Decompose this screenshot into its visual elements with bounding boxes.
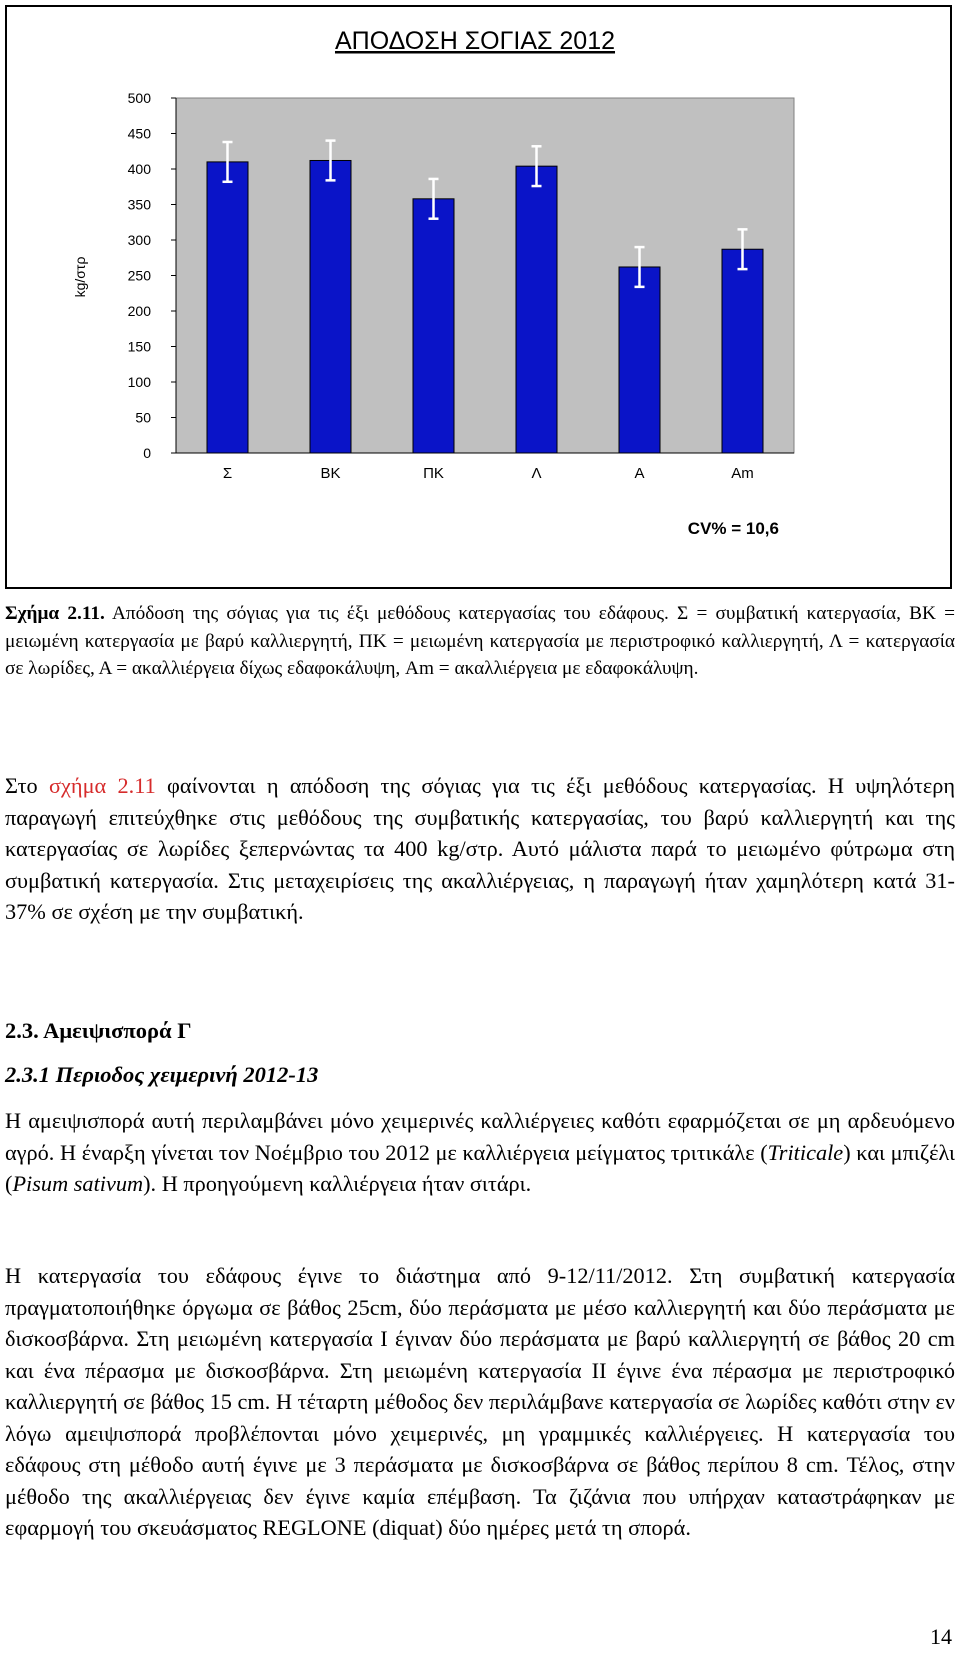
para1-start: Στο: [5, 773, 49, 798]
para1-rest: φαίνονται η απόδοση της σόγιας για τις έξι μεθόδους κατεργασίας. Η υψηλότερη παραγωγή επιτεύχθηκε στις μεθόδους της συμβατικής κατεργασίας, του βαρύ καλλιεργητή και της κατεργασίας σε λωρίδες ξεπερνώντας τα 400 kg/στρ. Αυτό μάλιστα παρά το μειωμένο φύτρωμα στη συμβατική κατεργασία. Στις μεταχειρίσεις της ακαλλιέργειας, η παραγωγή ήταν χαμηλότερη κατά 31-37% σε σχέση με την συμβατική.: [5, 773, 955, 924]
para2-text-b: ) και μπιζέλι (: [5, 1139, 955, 1196]
x-tick-label: Α: [634, 465, 645, 482]
x-tick-label: Λ: [531, 465, 542, 482]
bar: [207, 162, 248, 453]
y-tick-label: 250: [127, 267, 151, 284]
y-tick-label: 150: [127, 338, 151, 355]
cv-annotation: CV% = 10,6: [687, 519, 779, 538]
x-tick-label: ΒΚ: [320, 465, 341, 482]
page-number: 14: [930, 1624, 952, 1649]
chart-title: ΑΠΟΔΟΣΗ ΣΟΓΙΑΣ 2012: [334, 27, 616, 55]
y-tick-label: 350: [127, 196, 151, 213]
caption-text: Απόδοση της σόγιας για τις έξι μεθόδους κατεργασίας του εδάφους. Σ = συμβατική κατεργασία, ΒΚ = μειωμένη κατεργασία με βαρύ καλλιεργητή, ΠΚ = μειωμένη κατεργασία με περιστροφικό καλλιεργητή, Λ = κατεργασία σε λωρίδες, Α = ακαλλιέργεια δίχως εδαφοκάλυψη, Am = ακαλλιέργεια με εδαφοκάλυψη.: [5, 603, 955, 679]
y-tick-label: 200: [127, 303, 151, 319]
paragraph-3: Η κατεργασία του εδάφους έγινε το διάστημα από 9-12/11/2012. Στη συμβατική κατεργασία πραγματοποιήθηκε όργωμα σε βάθος 25cm, δύο περάσματα με μέσο καλλιεργητή και δύο περάσματα με δισκοσβάρνα. Στη μειωμένη κατεργασία Ι έγιναν δύο περάσματα με βαρύ καλλιεργητή σε βάθος 20 cm και ένα πέρασμα με δισκοσβάρνα. Στη μειωμένη κατεργασία ΙΙ έγινε ένα πέρασμα με περιστροφικό καλλιεργητή σε βάθος 15 cm. Η τέταρτη μέθοδος δεν περιλάμβανε κατεργασία σε λωρίδες καθότι στην εν λόγω αμειψισπορά προβλέπονται μόνο χειμερινές, μη γραμμικές καλλιέργειες. Η κατεργασία του εδάφους στη μέθοδο αυτή έγινε με 3 περάσματα με δισκοσβάρνα σε βάθος περίπου 8 cm. Τέλος, στην μέθοδο της ακαλλιέργειας δεν έγινε καμία επέμβαση. Τα ζιζάνια που υπήρχαν καταστράφηκαν με εφαρμογή του σκευάσματος REGLONE (diquat) δύο ημέρες μετά τη σπορά.: [5, 1263, 955, 1540]
y-tick-label: 50: [135, 409, 151, 426]
y-tick-label: 0: [143, 445, 151, 461]
figure-caption: [5, 600, 955, 683]
subsection-heading: 2.3.1 Περιοδος χειμερινή 2012-13: [5, 1062, 319, 1087]
y-tick-label: 100: [127, 374, 151, 390]
y-tick-label: 300: [127, 232, 151, 248]
bar: [516, 166, 557, 453]
x-tick-label: Σ: [222, 465, 233, 482]
bar: [310, 160, 351, 453]
y-tick-label: 450: [127, 125, 151, 142]
paragraph-1: [5, 770, 955, 928]
plot-area: [176, 98, 794, 453]
figure-link[interactable]: σχήμα 2.11: [49, 773, 156, 798]
bar: [413, 199, 454, 453]
y-tick-label: 400: [127, 161, 151, 177]
chart-container: [5, 5, 952, 589]
para2-text-c: ). Η προηγούμενη καλλιέργεια ήταν σιτάρι.: [143, 1171, 532, 1196]
triticale-term: Triticale: [767, 1139, 844, 1165]
y-tick-label: 500: [127, 90, 151, 106]
section-heading: 2.3. Αμειψισπορά Γ: [5, 1018, 192, 1043]
bar-chart: [7, 7, 950, 587]
bar: [619, 267, 660, 453]
caption-label: Σχήμα 2.11.: [5, 603, 105, 624]
y-axis-label: kg/στρ: [72, 256, 88, 298]
pisum-term: Pisum sativum: [12, 1171, 144, 1196]
x-tick-label: ΠΚ: [423, 465, 444, 482]
paragraph-2: [5, 1105, 955, 1200]
para2-text-a: Η αμειψισπορά αυτή περιλαμβάνει μόνο χειμερινές καλλιέργειες καθότι εφαρμόζεται σε μη αρδευόμενο αγρό. Η έναρξη γίνεται τον Νοέμβριο του 2012 με καλλιέργεια μείγματος τριτικάλε (: [5, 1108, 955, 1165]
x-tick-label: Am: [731, 465, 754, 482]
bar: [722, 249, 763, 453]
